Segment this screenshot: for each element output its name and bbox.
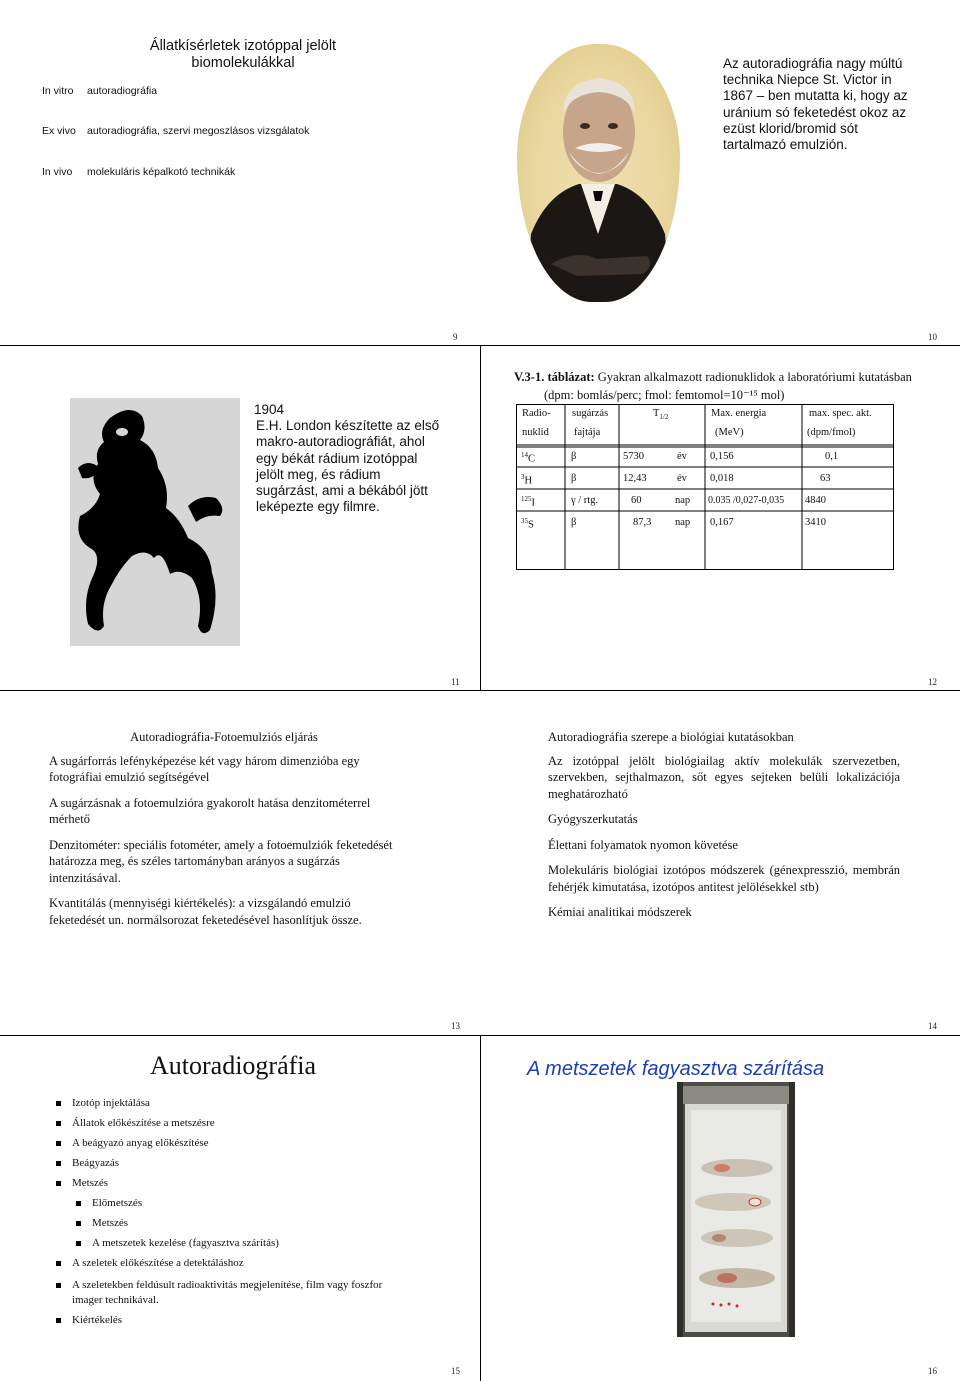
table-cell: 0,156 [710, 451, 734, 462]
divider-col-4 [480, 1035, 481, 1381]
slide13-content [49, 729, 399, 937]
freeze-dried-sections-photo [677, 1082, 795, 1337]
mass-number: 3 [521, 473, 525, 481]
row-term: Ex vivo [42, 125, 76, 137]
half-life-symbol: T [653, 408, 660, 419]
table-cell: 12,43 [623, 473, 647, 484]
header-cell: fajtája [574, 427, 601, 438]
table-cell: nap [675, 517, 691, 528]
paragraph: Élettani folyamatok nyomon követése [548, 837, 738, 852]
list-item-text: Kiértékelés [72, 1314, 123, 1326]
header-cell: max. spec. akt. [809, 408, 872, 419]
portrait-photo [517, 44, 680, 302]
list-item-text: Metszés [92, 1217, 129, 1229]
slide9-title: Állatkísérletek izotóppal jelölt biomolekulákkal [149, 38, 337, 71]
paragraph: Molekuláris biológiai izotópos módszerek (génexpresszió, membrán fehérjék kimutatása, izotópos antitest jelölésekkel stb) [548, 863, 900, 894]
bullet-icon [76, 1241, 81, 1246]
header-cell [653, 408, 668, 421]
bullet-icon [56, 1161, 61, 1166]
table-cell: β [571, 451, 577, 462]
half-life-subscript: 1/2 [659, 413, 669, 422]
table-cell: 60 [631, 495, 642, 506]
portrait-illustration [517, 44, 680, 302]
page-number: 9 [453, 332, 458, 342]
header-cell: nuklid [522, 427, 549, 438]
row-desc: autoradiográfia, szervi megoszlásos vizsgálatok [87, 125, 310, 137]
table-cell: 5730 [623, 451, 644, 462]
bullet-icon [76, 1221, 81, 1226]
mass-number: 35 [521, 517, 528, 525]
table-cell: év [677, 451, 687, 462]
table-cell: 3410 [805, 517, 826, 528]
slide16-title: A metszetek fagyasztva szárítása [527, 1058, 825, 1080]
bullet-icon [56, 1261, 61, 1266]
nuclide-cell [521, 495, 535, 509]
year: 1904 [254, 402, 285, 417]
bullet-icon [56, 1181, 61, 1186]
table-cell: β [571, 473, 577, 484]
row-term: In vitro [42, 85, 74, 97]
frog-silhouette [70, 398, 240, 646]
element-symbol: C [528, 453, 536, 465]
table-grid [516, 404, 894, 570]
slide14-title: Autoradiográfia szerepe a biológiai kutatásokban [548, 730, 794, 744]
paragraph: Denzitométer: speciális fotométer, amely a fotoemulziók feketedését határozza meg, és széles tartományban arányos a sugárzás intenzitásával. [49, 837, 393, 885]
header-cell: Radio- [522, 408, 551, 419]
bullet-icon [56, 1141, 61, 1146]
bullet-icon [56, 1121, 61, 1126]
page-number: 11 [451, 677, 460, 687]
table-cell: 63 [820, 473, 831, 484]
list-item-text: Beágyazás [72, 1157, 120, 1169]
paragraph: Kémiai analitikai módszerek [548, 905, 692, 919]
header-cell: sugárzás [572, 408, 609, 419]
row-desc: molekuláris képalkotó technikák [87, 166, 236, 178]
divider-col-2 [480, 345, 481, 690]
list-item-text: Izotóp injektálása [72, 1097, 150, 1109]
list-item-text: A szeletek előkészítése a detektáláshoz [72, 1257, 244, 1269]
element-symbol: I [531, 497, 535, 509]
nuclide-cell [521, 451, 535, 465]
row-desc: autoradiográfia [87, 85, 158, 97]
page-number: 13 [451, 1021, 460, 1031]
slide11-text [254, 402, 444, 515]
table-cell: 87,3 [633, 517, 652, 528]
list-item-text: Metszés [72, 1177, 109, 1189]
table-caption: Gyakran alkalmazott radionuklidok a laboratóriumi kutatásban [597, 370, 912, 384]
mass-number: 14 [521, 451, 528, 459]
table-title [514, 370, 912, 385]
mass-number: 125 [521, 495, 532, 503]
page-number: 16 [928, 1366, 937, 1376]
table-cell: β [571, 517, 577, 528]
paragraph: Az izotóppal jelölt biológiailag aktív molekulák szervezetben, szervekben, sejthalmazon, sőt egyes sejteken belüli lokalizációja meghatározható [548, 753, 900, 801]
row-term: In vivo [42, 166, 73, 178]
table-cell: 0,167 [710, 517, 734, 528]
list-item-text: Állatok előkészítése a metszésre [72, 1117, 215, 1129]
table-cell: 0,018 [710, 473, 734, 484]
list-item-text: Előmetszés [92, 1197, 143, 1209]
table-subtitle: (dpm: bomlás/perc; fmol: femtomol=10⁻¹⁵ mol) [544, 388, 785, 402]
element-symbol: H [524, 475, 533, 487]
page-number: 15 [451, 1366, 460, 1376]
list-item-text: A metszetek kezelése (fagyasztva szárítás) [92, 1237, 279, 1249]
frog-autoradiograph [70, 398, 240, 646]
slide10-text: Az autoradiográfia nagy múltú technika Niepce St. Victor in 1867 – ben mutatta ki, hogy az uránium só feketedést okoz az ezüst klorid/bromid sót tartalmazó emulzión. [723, 56, 908, 153]
paragraph: Gyógyszerkutatás [548, 812, 638, 826]
paragraph: A sugárzásnak a fotoemulzióra gyakorolt hatása denzitométerrel mérhető [49, 795, 371, 826]
bullet-icon [56, 1318, 61, 1323]
slide14-content [548, 729, 900, 930]
slide13-title: Autoradiográfia-Fotoemulziós eljárás [130, 730, 318, 744]
divider-row-2 [0, 690, 960, 691]
table-cell: év [677, 473, 687, 484]
list-item-text: A szeletekben feldúsult radioaktivitás megjelenítése, film vagy foszfor [72, 1279, 383, 1291]
header-cell: (MeV) [715, 427, 744, 438]
table-cell: 0.035 /0,027-0,035 [708, 495, 785, 506]
list-item-text: A beágyazó anyag előkészítése [72, 1137, 209, 1149]
table-cell: 4840 [805, 495, 826, 506]
paragraph: Kvantitálás (mennyiségi kiértékelés): a vizsgálandó emulzió feketedését un. normálsorozat feketedésével hasonlítjuk össze. [49, 896, 362, 927]
table-cell: nap [675, 495, 691, 506]
page-number: 12 [928, 677, 937, 687]
header-cell: (dpm/fmol) [807, 427, 856, 438]
paragraph: A sugárforrás lefényképezése két vagy három dimenzióba egy fotográfiai emulzió segítségével [49, 753, 360, 784]
list-item-text: imager technikával. [72, 1294, 159, 1306]
page-number: 10 [928, 332, 937, 342]
table-number: V.3-1. táblázat: [514, 370, 595, 384]
table-cell: 0,1 [825, 451, 839, 462]
element-symbol: S [528, 519, 534, 531]
nuclide-cell [521, 517, 534, 531]
bullet-icon [56, 1101, 61, 1106]
header-cell: Max. energia [711, 408, 767, 419]
table-cell: γ / rtg. [571, 495, 599, 506]
description: E.H. London készítette az első makro-autoradiográfiát, ahol egy békát rádium izotóppal jelölt meg, és rádium sugárzást, ami a békából jött leképezte egy filmre. [256, 418, 440, 515]
nuclide-cell [521, 473, 532, 487]
bullet-icon [76, 1201, 81, 1206]
slide15-title: Autoradiográfia [150, 1051, 317, 1080]
photo-illustration [677, 1082, 795, 1337]
page-number: 14 [928, 1021, 937, 1031]
bullet-icon [56, 1283, 61, 1288]
